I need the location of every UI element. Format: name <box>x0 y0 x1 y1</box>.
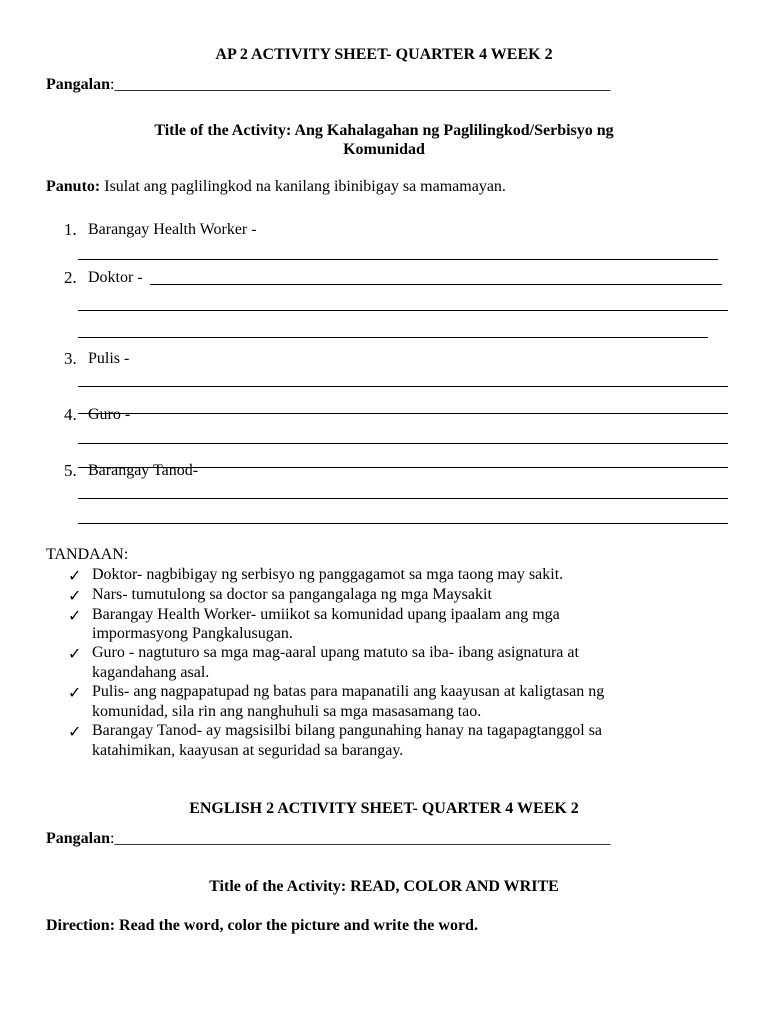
checkmark-icon: ✓ <box>68 586 82 605</box>
item-4-number: 4. <box>64 405 77 424</box>
tandaan-item-tanod-cont: katahimikan, kaayusan at seguridad sa barangay. <box>92 742 404 759</box>
ap-name-blank: :______________________________________________________________ <box>110 76 611 93</box>
checkmark-icon: ✓ <box>68 683 82 702</box>
tandaan-item-tanod: Barangay Tanod- ay magsisilbi bilang pangunahing hanay na tagapagtanggol sa <box>92 722 602 739</box>
english-sheet-title: ENGLISH 2 ACTIVITY SHEET- QUARTER 4 WEEK 2 <box>189 800 579 817</box>
ap-activity-title-line1: Title of the Activity: Ang Kahalagahan ng Paglilingkod/Serbisyo ng <box>154 122 614 139</box>
tandaan-item-pulis-cont: komunidad, sila rin ang nanghuhuli sa mga masasamang tao. <box>92 703 482 720</box>
ap-instructions <box>46 178 506 196</box>
answer-line[interactable] <box>78 386 728 387</box>
english-name-label: Pangalan <box>46 830 111 847</box>
checkmark-icon: ✓ <box>68 566 82 585</box>
item-4-label: Guro - <box>88 406 131 423</box>
tandaan-item-pulis: Pulis- ang nagpapatupad ng batas para mapanatili ang kaayusan at kaligtasan ng <box>92 683 605 700</box>
tandaan-item-nars: Nars- tumutulong sa doctor sa pangangalaga ng mga Maysakit <box>92 586 492 603</box>
answer-line[interactable] <box>78 498 728 499</box>
english-name-blank: :______________________________________________________________ <box>110 830 611 847</box>
english-direction: Direction: Read the word, color the picture and write the word. <box>46 917 478 934</box>
tandaan-item-bhw-cont: impormasyong Pangkalusugan. <box>92 625 293 642</box>
checkmark-icon: ✓ <box>68 644 82 663</box>
answer-line[interactable] <box>78 443 728 444</box>
answer-line[interactable] <box>150 284 722 285</box>
answer-line[interactable] <box>78 413 728 414</box>
tandaan-heading: TANDAAN: <box>46 546 129 563</box>
item-5-number: 5. <box>64 461 77 480</box>
english-activity-title: Title of the Activity: READ, COLOR AND WRITE <box>209 878 559 895</box>
answer-line[interactable] <box>78 467 728 468</box>
tandaan-item-guro: Guro - nagtuturo sa mga mag-aaral upang matuto sa iba- ibang asignatura at <box>92 644 579 661</box>
ap-panuto-text: Isulat ang paglilingkod na kanilang ibinibigay sa mamamayan. <box>100 178 506 195</box>
tandaan-item-bhw: Barangay Health Worker- umiikot sa komunidad upang ipaalam ang mga <box>92 606 560 623</box>
ap-panuto-label: Panuto: <box>46 178 101 195</box>
checkmark-icon: ✓ <box>68 606 82 625</box>
item-1-number: 1. <box>64 220 77 239</box>
item-1-label: Barangay Health Worker - <box>88 221 257 238</box>
answer-line[interactable] <box>78 310 728 311</box>
english-name-field[interactable] <box>46 830 610 848</box>
item-2-number: 2. <box>64 268 77 287</box>
tandaan-item-guro-cont: kagandahang asal. <box>92 664 210 681</box>
answer-line[interactable] <box>78 523 728 524</box>
tandaan-item-doktor: Doktor- nagbibigay ng serbisyo ng panggagamot sa mga taong may sakit. <box>92 566 564 583</box>
answer-line[interactable] <box>78 337 708 338</box>
ap-name-field[interactable] <box>46 76 610 94</box>
item-5-label: Barangay Tanod- <box>88 462 199 479</box>
ap-name-label: Pangalan <box>46 76 111 93</box>
item-2-label: Doktor - <box>88 269 143 286</box>
ap-activity-title-line2: Komunidad <box>343 141 425 158</box>
item-3-label: Pulis - <box>88 350 130 367</box>
checkmark-icon: ✓ <box>68 722 82 741</box>
item-3-number: 3. <box>64 349 77 368</box>
ap-sheet-title: AP 2 ACTIVITY SHEET- QUARTER 4 WEEK 2 <box>215 46 553 63</box>
answer-line[interactable] <box>78 259 718 260</box>
